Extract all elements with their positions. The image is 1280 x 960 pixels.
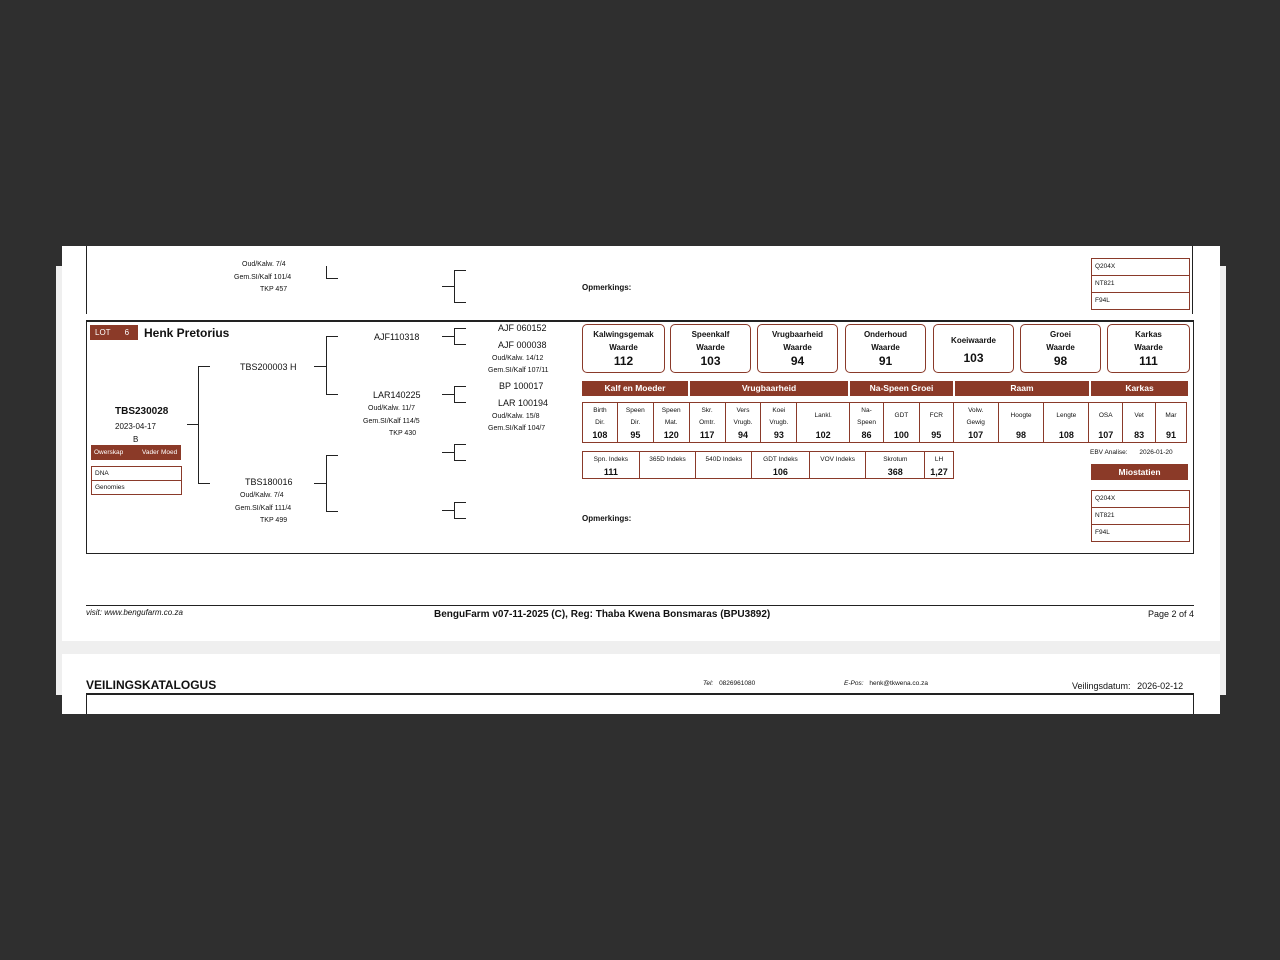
trait-label: GDT: [894, 412, 909, 419]
index-box-karkas: [1107, 324, 1190, 373]
trait-value: 98: [1016, 430, 1027, 440]
email: [844, 680, 928, 687]
trait-cell: [690, 403, 726, 442]
tel-value: 0826961080: [719, 680, 756, 687]
trait-value: 107: [1098, 430, 1114, 440]
sire-gem-prev: Gem.SI/Kalf 101/4: [234, 274, 292, 281]
trait-value: 107: [968, 430, 984, 440]
remarks-label-prev: Opmerkings:: [582, 283, 632, 292]
trait-label: OSA: [1098, 412, 1113, 419]
trait-label: Vet: [1134, 412, 1144, 419]
index-label: Waarde: [783, 343, 812, 352]
sire-label: Vader: [142, 449, 159, 456]
pedigree-line: [198, 366, 210, 367]
index-value: 103: [700, 354, 721, 368]
index-label: Vrugbaarheid: [771, 330, 824, 339]
trait-label: Dir.: [630, 419, 641, 426]
index-cell-value: 106: [772, 467, 788, 477]
trait-label: Omtr.: [699, 419, 716, 426]
trait-value: 91: [1166, 430, 1177, 440]
trait-value: 108: [592, 430, 608, 440]
test-genomies: Genomies: [95, 484, 125, 491]
header-rule: [86, 693, 1194, 695]
document-viewport[interactable]: [56, 261, 1226, 695]
pedigree-line: [326, 511, 338, 512]
trait-grid: [582, 402, 1187, 443]
index-cell-value: 1,27: [930, 467, 948, 477]
trait-label: Lengte: [1056, 412, 1077, 419]
footer-version: BenguFarm v07-11-2025 (C), Reg: Thaba Kwena Bonsmaras (BPU3892): [434, 609, 771, 620]
miostatien-box: [1091, 490, 1190, 542]
index-label: Waarde: [1046, 343, 1075, 352]
dam-tkp: TKP 499: [260, 517, 288, 524]
trait-value: 95: [931, 430, 942, 440]
pedigree-line: [454, 386, 466, 387]
trait-label: Speen: [661, 407, 681, 414]
pedigree-line: [442, 336, 454, 337]
email-value: henk@tkwena.co.za: [869, 680, 928, 687]
footer-site-link[interactable]: visit: www.bengufarm.co.za: [86, 608, 183, 617]
trait-label: Dir.: [595, 419, 605, 426]
trait-cell: [654, 403, 690, 442]
trait-cell: [920, 403, 954, 442]
ownership-label: Owerskap: [94, 449, 124, 456]
trait-value: 117: [699, 430, 715, 440]
sire-id: TBS200003 H: [240, 362, 297, 372]
trait-label: Vrugb.: [733, 419, 753, 426]
miostatien-item: Q204X: [1092, 491, 1189, 508]
pedigree-line: [198, 483, 210, 484]
index-cell-label: Spn. Indeks: [593, 456, 628, 463]
animal-id: TBS230028: [115, 406, 169, 417]
next-page: [62, 654, 1220, 714]
trait-value: 102: [815, 430, 831, 440]
miostatien-header: Miostatien: [1091, 464, 1188, 480]
index-value: 103: [963, 351, 984, 365]
trait-label: Birth: [593, 407, 607, 414]
trait-value: 120: [663, 430, 679, 440]
bracket-line: [454, 270, 466, 271]
index-label: Groei: [1050, 330, 1071, 339]
ebv-label: EBV Analise:: [1090, 449, 1128, 456]
index-box-groei: [1020, 324, 1101, 373]
section-border-left: [86, 693, 87, 714]
bracket-line: [442, 286, 454, 287]
index-cell-label: 365D Indeks: [649, 456, 686, 463]
footer-page: Page 2 of 4: [1148, 609, 1195, 619]
index-box-kalwingsgemak: [582, 324, 665, 373]
miostatien-item: F94L: [1095, 529, 1110, 536]
index-label: Karkas: [1135, 330, 1162, 339]
trait-cell: [1044, 403, 1089, 442]
group-na-speen-groei: Na-Speen Groei: [850, 381, 953, 396]
pedigree-line: [314, 483, 326, 484]
sire-tkp-prev: TKP 457: [260, 286, 288, 293]
index-value: 98: [1053, 354, 1068, 368]
miostatien-item: Q204X: [1092, 259, 1189, 276]
pedigree-line: [454, 328, 466, 329]
bracket-line: [454, 302, 466, 303]
animal-code: B: [133, 435, 139, 444]
group-vrugbaarheid: Vrugbaarheid: [690, 381, 848, 396]
trait-cell: [999, 403, 1045, 442]
sd-tkp: TKP 430: [389, 430, 417, 437]
pedigree-line: [454, 344, 466, 345]
pedigree-line: [326, 336, 327, 394]
sdd-kalw: Oud/Kalw. 15/8: [492, 413, 540, 420]
index-value: 111: [1139, 354, 1158, 368]
owner-name: Henk Pretorius: [144, 326, 230, 340]
trait-value: 83: [1134, 430, 1145, 440]
auction-date-label: Veilingsdatum:: [1072, 681, 1131, 691]
index-cell-value: 368: [887, 467, 903, 477]
trait-cell: [850, 403, 884, 442]
index-cell-value: 111: [603, 467, 618, 477]
auction-date-value: 2026-02-12: [1137, 681, 1184, 691]
index-cell: [925, 452, 953, 478]
dam-kalw: Oud/Kalw. 7/4: [240, 492, 284, 499]
index-box-onderhoud: [845, 324, 926, 373]
pedigree-line: [454, 402, 466, 403]
lot-badge: [90, 325, 138, 340]
trait-cell: [1156, 403, 1186, 442]
index-cell: [696, 452, 752, 478]
bracket-line: [454, 270, 455, 302]
index-value: 91: [878, 354, 893, 368]
trait-label: Skr.: [701, 407, 713, 414]
pedigree-line: [454, 328, 455, 344]
miostatien-item: NT821: [1092, 276, 1189, 293]
pedigree-line: [326, 336, 338, 337]
pedigree-line: [454, 460, 466, 461]
tel-label: Tel:: [703, 680, 714, 687]
miostatien-item: NT821: [1092, 508, 1189, 525]
index-box-koeiwaarde: [933, 324, 1014, 373]
pedigree-line: [454, 502, 466, 503]
catalog-page: [62, 246, 1220, 641]
sdd-gem: Gem.SI/Kalf 104/7: [488, 425, 546, 432]
index-cell: [752, 452, 810, 478]
trait-value: 93: [773, 430, 784, 440]
trait-cell: [583, 403, 618, 442]
trait-label: Vrugb.: [769, 419, 789, 426]
index-cell: [640, 452, 697, 478]
sire-kalw-prev: Oud/Kalw. 7/4: [242, 261, 286, 268]
trait-label: Mat.: [664, 419, 678, 426]
index-value: 94: [790, 354, 805, 368]
pedigree-line: [454, 386, 455, 402]
sd-kalw: Oud/Kalw. 11/7: [368, 405, 415, 412]
group-kalf-en-moeder: Kalf en Moeder: [582, 381, 688, 396]
trait-label: Speen: [857, 419, 876, 426]
trait-value: 94: [737, 430, 748, 440]
index-label: Koeiwaarde: [951, 336, 996, 345]
bracket-line: [326, 266, 327, 278]
ss-id: AJF110318: [374, 332, 420, 342]
ebv-date: 2026-01-20: [1139, 449, 1173, 456]
trait-cell: [954, 403, 999, 442]
index-cell-label: 540D Indeks: [705, 456, 742, 463]
section-border-right: [1192, 246, 1193, 314]
trait-cell: [1123, 403, 1156, 442]
sd-gem: Gem.SI/Kalf 114/5: [363, 418, 420, 425]
pedigree-line: [454, 502, 455, 518]
trait-label: Vers: [736, 407, 750, 414]
index-cell: [583, 452, 640, 478]
miostatien-box-prev: [1091, 258, 1190, 310]
pedigree-line: [442, 510, 454, 511]
index-label: Waarde: [609, 343, 638, 352]
trait-value: 100: [893, 430, 909, 440]
dam-id: TBS180016: [245, 477, 293, 487]
trait-label: Speen: [625, 407, 645, 414]
pedigree-line: [314, 366, 326, 367]
trait-cell: [761, 403, 797, 442]
birth-date: 2023-04-17: [115, 422, 156, 431]
index-cell-label: VOV Indeks: [820, 456, 855, 463]
pedigree-line: [326, 394, 338, 395]
ssd-id: AJF 000038: [498, 340, 547, 350]
trait-label: Na-: [861, 407, 872, 414]
bracket-line: [326, 278, 338, 279]
trait-value: 108: [1058, 430, 1074, 440]
group-raam: Raam: [955, 381, 1089, 396]
pedigree-line: [454, 444, 455, 460]
sd-id: LAR140225: [373, 390, 421, 400]
index-cell: [866, 452, 925, 478]
trait-value: 86: [861, 430, 872, 440]
pedigree-line: [454, 518, 466, 519]
pedigree-line: [198, 366, 199, 483]
trait-cell: [797, 403, 850, 442]
sss-id: AJF 060152: [498, 323, 547, 333]
trait-label: Gewig: [966, 419, 985, 426]
sds-id: BP 100017: [499, 381, 544, 391]
index-box-vrugbaarheid: [757, 324, 838, 373]
trait-label: Hoogte: [1010, 412, 1032, 419]
auction-date: [1072, 681, 1183, 691]
trait-label: Lankl.: [814, 412, 832, 419]
trait-label: Mar: [1165, 412, 1177, 419]
index-value: 112: [613, 354, 634, 368]
index-cell-label: LH: [934, 456, 944, 463]
trait-cell: [1089, 403, 1123, 442]
remarks-label: Opmerkings:: [582, 514, 632, 523]
index-cell: [810, 452, 867, 478]
index-label: Waarde: [871, 343, 900, 352]
index-label: Waarde: [1134, 343, 1163, 352]
index-label: Onderhoud: [863, 330, 908, 339]
index-cell-label: Skrotum: [883, 456, 908, 463]
trait-label: Volw.: [968, 407, 984, 414]
test-dna: DNA: [92, 467, 181, 481]
lot-label: LOT: [95, 328, 111, 337]
pedigree-line: [454, 444, 466, 445]
footer-rule: [86, 605, 1194, 606]
ownership-header: [91, 445, 181, 460]
trait-cell: [726, 403, 762, 442]
email-label: E-Pos:: [844, 680, 864, 687]
trait-label: FCR: [929, 412, 943, 419]
section-border-left: [86, 246, 87, 314]
tests-box: [91, 466, 182, 495]
section-border-right: [1193, 693, 1194, 714]
tel: [703, 680, 755, 687]
index-cell-label: GDT Indeks: [763, 456, 798, 463]
trait-cell: [884, 403, 920, 442]
lot-number: 6: [124, 328, 130, 337]
dam-gem: Gem.SI/Kalf 111/4: [235, 505, 292, 512]
index-label: Kalwingsgemak: [593, 330, 654, 339]
indices-grid: [582, 451, 954, 479]
pedigree-line: [326, 455, 338, 456]
sdd-id: LAR 100194: [498, 398, 549, 408]
group-karkas: Karkas: [1091, 381, 1188, 396]
ssd-gem: Gem.SI/Kalf 107/11: [488, 367, 549, 374]
index-label: Waarde: [696, 343, 725, 352]
trait-value: 95: [630, 430, 641, 440]
trait-label: Koei: [772, 407, 786, 414]
dam-label: Moed: [161, 449, 178, 456]
catalog-title: VEILINGSKATALOGUS: [86, 678, 217, 692]
ebv-analysis: [1090, 449, 1173, 456]
trait-cell: [618, 403, 654, 442]
pedigree-line: [187, 424, 198, 425]
index-label: Speenkalf: [691, 330, 730, 339]
ssd-kalw: Oud/Kalw. 14/12: [492, 355, 544, 362]
pedigree-line: [442, 394, 454, 395]
pedigree-line: [326, 455, 327, 511]
index-box-speenkalf: [670, 324, 751, 373]
miostatien-item: F94L: [1095, 297, 1110, 304]
pedigree-line: [442, 452, 454, 453]
